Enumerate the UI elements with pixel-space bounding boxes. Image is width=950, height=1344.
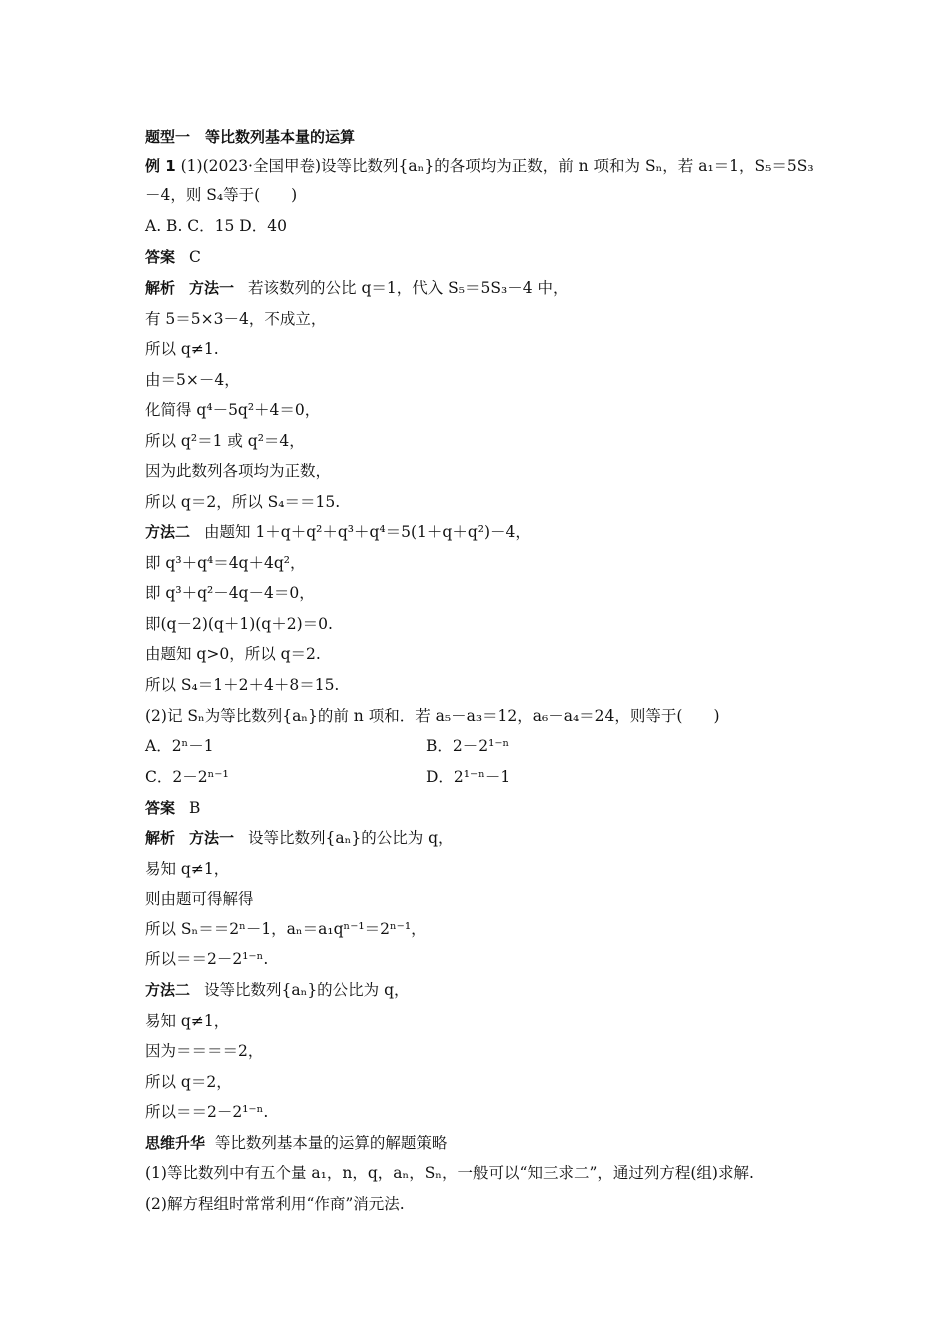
method2-label: 方法二: [145, 523, 191, 541]
option-a: A．2ⁿ－1: [145, 737, 214, 755]
solution-line: 设等比数列{aₙ}的公比为 q，: [248, 829, 454, 847]
solution-line: 所以 q≠1.: [145, 340, 219, 358]
example1-label: 例 1: [145, 157, 176, 175]
analysis-label: 解析: [145, 279, 176, 297]
option-c: C．2－2ⁿ⁻¹: [145, 768, 229, 786]
answer-label: 答案: [145, 799, 176, 817]
solution-line: 所以 Sₙ＝＝2ⁿ－1，aₙ＝a₁qⁿ⁻¹＝2ⁿ⁻¹，: [145, 920, 427, 938]
example1-stem-line1: [145, 155, 814, 177]
solution-line: 所以 q＝2，所以 S₄＝＝15.: [145, 493, 341, 511]
answer-value: C: [189, 248, 201, 266]
example1-stem-text: (1)(2023·全国甲卷)设等比数列{aₙ}的各项均为正数，前 n 项和为 Sₙ，若 a₁＝1，S₅＝5S₃: [180, 157, 814, 175]
method1-label: 方法一: [189, 279, 235, 297]
summary-heading: [145, 1132, 447, 1154]
option-d: D．2¹⁻ⁿ－1: [426, 768, 511, 786]
solution-line: 所以＝＝2－2¹⁻ⁿ.: [145, 950, 269, 968]
solution-line: 由题知 1＋q＋q²＋q³＋q⁴＝5(1＋q＋q²)－4，: [204, 523, 531, 541]
summary-point-1: (1)等比数列中有五个量 a₁，n，q，aₙ，Sₙ，一般可以“知三求二”，通过列方程(组)求解.: [145, 1164, 754, 1182]
solution-line: 所以 q＝2，: [145, 1073, 232, 1091]
example1-options: A. B. C．15 D．40: [145, 217, 287, 235]
solution-line: 所以＝＝2－2¹⁻ⁿ.: [145, 1103, 269, 1121]
solution-line: 化简得 q⁴－5q²＋4＝0，: [145, 401, 321, 419]
example1-method2-line1: [145, 521, 531, 543]
summary-point-2: (2)解方程组时常常利用“作商”消元法.: [145, 1195, 405, 1213]
solution-line: 即 q³＋q⁴＝4q＋4q²，: [145, 554, 306, 572]
summary-label: 思维升华: [145, 1134, 206, 1152]
example1-stem-line2: －4，则 S₄等于( ): [145, 186, 298, 204]
solution-line: 若该数列的公比 q＝1，代入 S₅＝5S₃－4 中，: [248, 279, 569, 297]
solution-line: 由＝5×－4，: [145, 371, 240, 389]
solution-line: 因为此数列各项均为正数，: [145, 462, 332, 480]
solution-line: 易知 q≠1，: [145, 860, 230, 878]
example2-answer: [145, 797, 200, 819]
solution-line: 由题知 q>0，所以 q＝2.: [145, 645, 321, 663]
example2-method2-line1: [145, 979, 410, 1001]
option-b: B．2－2¹⁻ⁿ: [426, 737, 510, 755]
answer-label: 答案: [145, 248, 176, 266]
example2-analysis-line1: [145, 827, 454, 849]
solution-line: 易知 q≠1，: [145, 1012, 230, 1030]
solution-line: 即 q³＋q²－4q－4＝0，: [145, 584, 315, 602]
example1-analysis-line1: [145, 277, 568, 299]
solution-line: 有 5＝5×3－4，不成立，: [145, 310, 327, 328]
method1-label: 方法一: [189, 829, 235, 847]
method2-label: 方法二: [145, 981, 191, 999]
solution-line: 因为＝＝＝＝2，: [145, 1042, 264, 1060]
summary-title: 等比数列基本量的运算的解题策略: [214, 1134, 448, 1152]
answer-value: B: [189, 799, 201, 817]
solution-line: 设等比数列{aₙ}的公比为 q，: [204, 981, 410, 999]
solution-line: 所以 S₄＝1＋2＋4＋8＝15.: [145, 676, 340, 694]
example2-stem: (2)记 Sₙ为等比数列{aₙ}的前 n 项和．若 a₅－a₃＝12，a₆－a₄＝24，则等于( ): [145, 707, 720, 725]
example1-answer: [145, 246, 201, 268]
analysis-label: 解析: [145, 829, 176, 847]
solution-line: 则由题可得解得: [145, 890, 254, 908]
solution-line: 所以 q²＝1 或 q²＝4，: [145, 432, 305, 450]
section-title: 题型一 等比数列基本量的运算: [145, 128, 356, 146]
solution-line: 即(q－2)(q＋1)(q＋2)＝0.: [145, 615, 333, 633]
